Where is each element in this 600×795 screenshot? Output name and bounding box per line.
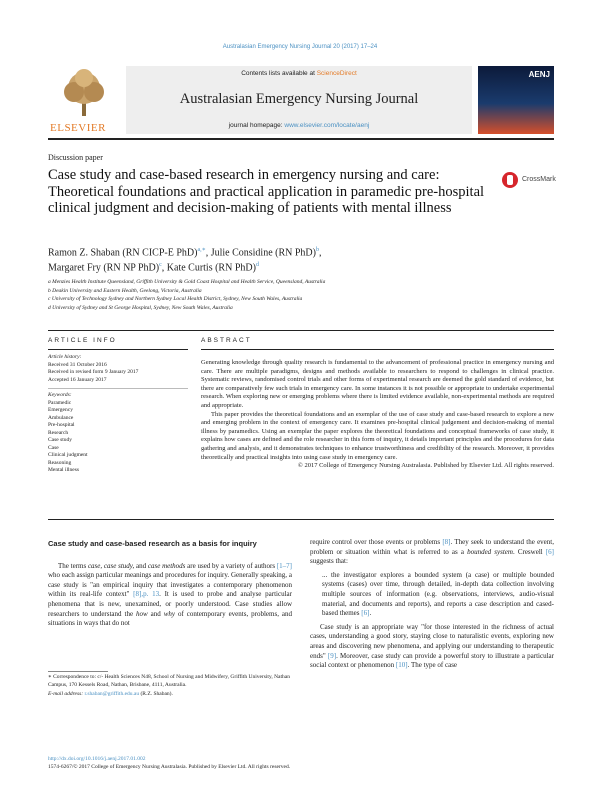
author-list: Ramon Z. Shaban (RN CICP-E PhD)$^{a,∗}$, Julie Considine (RN PhD)$^b$, Margaret Fry (RN NP PhD)$^c$, Kate Curtis (RN PhD)$^d$ — [48, 247, 322, 274]
author: Margaret Fry (RN NP PhD) — [48, 262, 160, 274]
keyword: Emergency — [48, 407, 73, 413]
contents-line: Contents lists available at ScienceDirect — [241, 70, 357, 77]
journal-homepage: journal homepage: www.elsevier.com/locate/aenj — [228, 122, 370, 129]
body-paragraph: The terms case, case study, and case methods are used by a variety of authors [1–7] who each assign particular meanings and procedures for inquiry. Generally speaking, a case study is "an empirical inquiry that investigates a contemporary phenomenon within its real-life context" [8],p. 13. It is used to probe and analyse particular phenomena that is new, unexamined, or poorly understood. Case studies allow researchers to understand the how and why of contemporary events, problems, and situations in ways that do not — [48, 561, 293, 628]
article-info — [48, 337, 188, 475]
page-footer — [48, 756, 554, 771]
keyword: Mental illness — [48, 467, 80, 473]
history-date: Received in revised form 9 January 2017 — [48, 369, 139, 375]
divider — [48, 349, 188, 350]
author: Ramon Z. Shaban (RN CICP-E PhD) — [48, 247, 198, 259]
article-info-heading: ARTICLE INFO — [48, 337, 117, 344]
header-box — [126, 66, 472, 134]
correspondence-note: ∗ Correspondence to: c/- Health Sciences N48, School of Nursing and Midwifery, Griffith University, Nathan Campus, 170 Kessels Road, Nathan, Brisbane, 4111, Australia. — [48, 674, 290, 688]
reference-link[interactable]: [6] — [545, 547, 554, 556]
footnote — [48, 674, 292, 699]
affiliation: d University of Sydney and St George Hospital, Sydney, New South Wales, Australia — [48, 304, 233, 311]
issn-line: 1574-6267/© 2017 College of Emergency Nursing Australasia. Published by Elsevier Ltd. All rights reserved. — [48, 763, 291, 770]
divider — [48, 388, 188, 389]
left-column — [48, 539, 292, 629]
crossmark-label: CrossMark — [522, 176, 556, 183]
journal-citation[interactable]: Australasian Emergency Nursing Journal 20 (2017) 17–24 — [222, 44, 378, 50]
reference-link[interactable]: [9] — [327, 651, 337, 660]
journal-title: Australasian Emergency Nursing Journal — [179, 91, 419, 107]
reference-link[interactable]: [1–7] — [276, 561, 293, 570]
body-paragraph: Case study is an appropriate way "for those interested in the richness of actual cases, understanding a good story, staying close to naturalistic events, exploring new areas and discovering new phenomena, and applying our understanding to therapeutic ends" [9]. Moreover, case study can provide a powerful story to illustrate a particular social context or phenomenon [10]. The type of case — [310, 622, 554, 670]
history-date: Received 31 October 2016 — [48, 361, 107, 368]
author: , Kate Curtis (RN PhD) — [161, 262, 256, 274]
abstract-heading: ABSTRACT — [201, 337, 252, 344]
history-date: Accepted 16 January 2017 — [48, 376, 107, 383]
doi-link[interactable]: http://dx.doi.org/10.1016/j.aenj.2017.01.002 — [48, 756, 146, 762]
reference-link[interactable]: [10] — [395, 661, 408, 670]
reference-link[interactable]: [8],p. 13 — [133, 590, 160, 599]
keyword: Clinical judgment — [48, 452, 88, 458]
reference-link[interactable]: [8] — [442, 538, 451, 546]
abstract — [201, 337, 554, 471]
footnote-rule — [48, 671, 108, 672]
journal-cover — [478, 66, 554, 134]
affiliation-marker[interactable]: d — [255, 262, 259, 269]
body-paragraph: require control over those events or problems [8]. They seek to understand the event, problem or situation within what is referred to as a bounded system. Creswell [6] suggests that: — [310, 538, 554, 566]
elsevier-logo — [48, 66, 120, 134]
article-title: Case study and case-based research in emergency nursing and care: Theoretical foundations and practical application in paramedic pre-hospital clinical judgment and decision-making of patients with mental illness — [48, 167, 485, 216]
block-quote: ... the investigator explores a bounded system (a case) or multiple bounded systems (cases) over time, through detailed, in-depth data collection involving multiple sources of information (e.g. observations, interviews, audio-visual material, and documents and reports), and reports a case description and cased-based themes [6]. — [322, 570, 554, 618]
affiliation: c University of Technology Sydney and Northern Sydney Local Health District, Sydney, New South Wales, Australia — [48, 296, 303, 302]
sciencedirect-link[interactable]: ScienceDirect — [316, 70, 357, 77]
affiliation-marker[interactable]: c — [159, 262, 162, 269]
keyword: Paramedic — [48, 399, 72, 406]
keyword: Pre-hospital — [48, 422, 75, 428]
keyword: Reasoning — [48, 459, 72, 466]
keyword: Case — [48, 444, 59, 451]
section-title: Case study and case-based research as a basis for inquiry — [48, 539, 257, 548]
keywords-label: Keywords: — [48, 392, 72, 398]
keyword: Case study — [48, 437, 72, 443]
keyword: Research — [48, 429, 69, 436]
affiliation-marker[interactable]: b — [315, 247, 319, 253]
affiliation: a Menzies Health Institute Queensland, Griffith University & Gold Coast Hospital and Health Service, Queensland, Australia — [48, 279, 326, 285]
publisher-name: ELSEVIER — [50, 122, 106, 134]
abstract-paragraph: Generating knowledge through quality research is fundamental to the advancement of professional practice in emergency nursing and care. There are multiple paradigms, designs and methods available to researchers to respond to challenges in clinical practice. Systematic reviews, randomised control trials and other forms of experimental research are deemed the gold standard of evidence, but there are comparatively few such trials in emergency care. In some instances it is not possible or appropriate to undertake experimental research. When exploring new or emerging problems where there is limited evidence available, non-experimental methods are required and appropriate. — [201, 359, 554, 409]
author: , Julie Considine (RN PhD) — [205, 247, 316, 259]
reference-link[interactable]: [6] — [361, 609, 370, 618]
right-column — [310, 538, 554, 671]
divider — [201, 349, 554, 350]
email-link[interactable]: r.shaban@griffith.edu.au — [84, 691, 140, 697]
keyword: Ambulance — [48, 414, 74, 421]
tree-icon — [48, 66, 120, 122]
homepage-link[interactable]: www.elsevier.com/locate/aenj — [284, 122, 370, 129]
affiliations — [48, 278, 528, 312]
affiliation-marker[interactable]: a,∗ — [197, 247, 206, 253]
header-rule — [48, 138, 554, 140]
article-type: Discussion paper — [48, 153, 103, 162]
email-line: E-mail address: r.shaban@griffith.edu.au (R.Z. Shaban). — [48, 691, 173, 697]
affiliation: b Deakin University and Eastern Health, Geelong, Victoria, Australia — [48, 287, 202, 294]
abstract-rule — [48, 519, 554, 520]
journal-header — [48, 66, 554, 134]
info-rule — [48, 330, 554, 331]
crossmark-icon — [502, 172, 518, 188]
crossmark-button[interactable] — [502, 172, 554, 190]
abstract-copyright: © 2017 College of Emergency Nursing Australasia. Published by Elsevier Ltd. All rights reserved. — [297, 462, 554, 470]
cover-label: AENJ — [528, 70, 550, 79]
abstract-paragraph: This paper provides the theoretical foundations and an exemplar of the use of case study and case-based research to explore a new and emerging problem in the context of emergency care. It examines pre-hospital clinical judgement and decision-making of mental illness by paramedics. Using an exemplar the paper explores the theoretical foundations and conceptual frameworks of case study, it explains how cases are defined and the role researcher in this form of inquiry, it details important principles and the procedures for data gathering and analysis, and it demonstrates techniques to enhance trustworthiness and credibility of the research. Moreover, it provides theoretically and practical insights into using case study in emergency care. — [201, 410, 554, 461]
history-label: Article history: — [48, 354, 82, 360]
